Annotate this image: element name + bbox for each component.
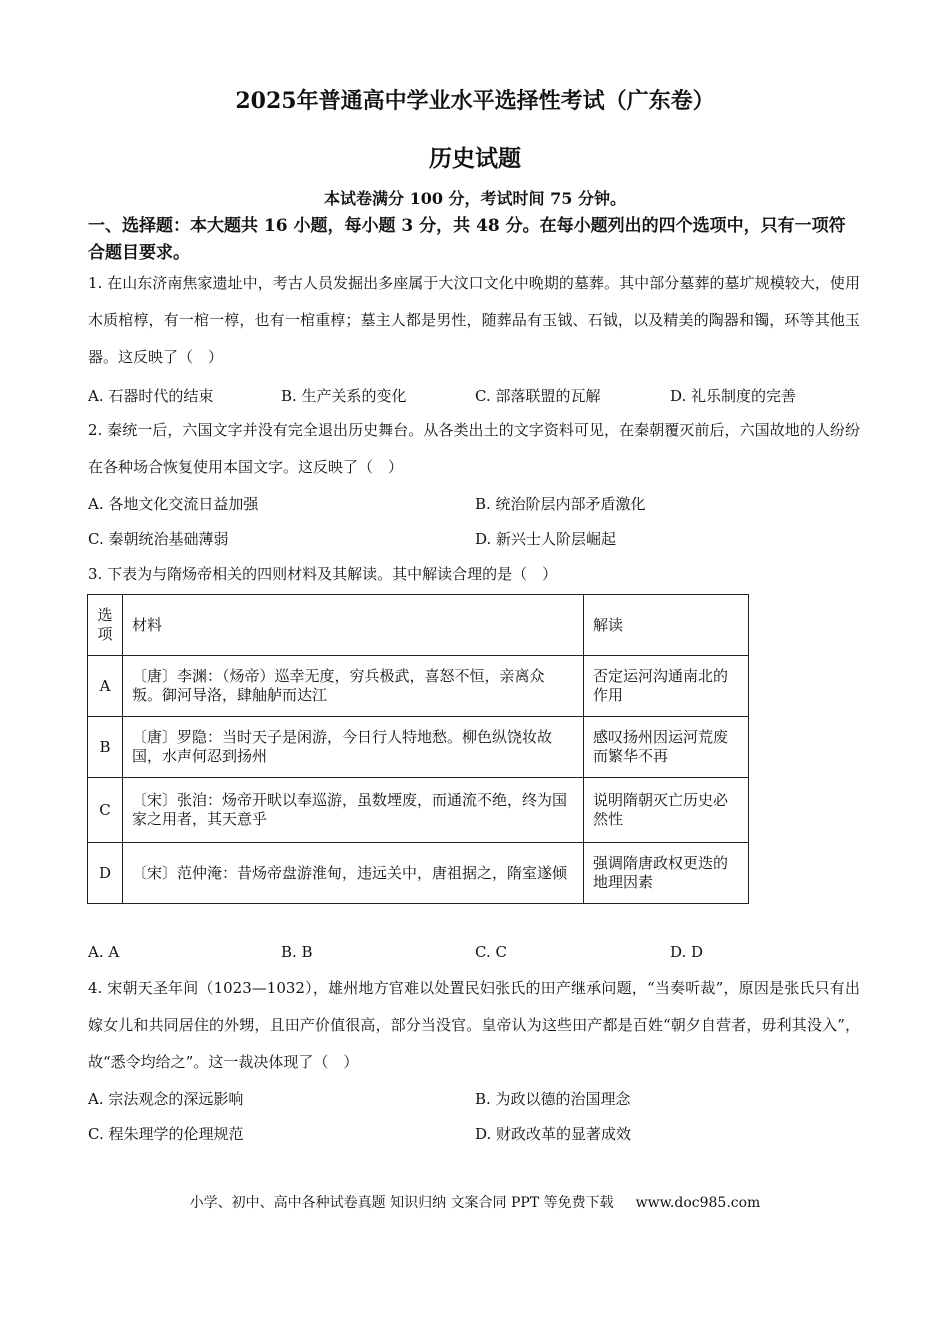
table-row: [88, 656, 749, 717]
exam-info: 本试卷满分 100 分，考试时间 75 分钟。: [324, 189, 626, 208]
table-cell-material: 〔宋〕张洎：炀帝开畎以奉巡游，虽数堙废，而通流不绝，终为国家之用者，其天意乎: [123, 778, 584, 843]
table-cell-interpretation: 强调隋唐政权更迭的地理因素: [584, 843, 749, 904]
q1-option-c[interactable]: C. 部落联盟的瓦解: [475, 387, 601, 405]
q1-option-d[interactable]: D. 礼乐制度的完善: [670, 387, 797, 405]
table-cell-option: C: [88, 778, 123, 843]
q3-option-b[interactable]: B. B: [281, 943, 313, 961]
table-header-cell: 材料: [123, 595, 584, 656]
q2-option-a[interactable]: A. 各地文化交流日益加强: [88, 495, 259, 513]
q4-option-b[interactable]: B. 为政以德的治国理念: [475, 1090, 631, 1108]
q2-option-d[interactable]: D. 新兴士人阶层崛起: [475, 530, 617, 548]
table-cell-material: 〔宋〕范仲淹：昔炀帝盘游淮甸，违远关中，唐祖据之，隋室遂倾: [123, 843, 584, 904]
table-cell-option: D: [88, 843, 123, 904]
q4-option-d[interactable]: D. 财政改革的显著成效: [475, 1125, 632, 1143]
page-footer: [0, 1192, 950, 1212]
table-header-cell: 解读: [584, 595, 749, 656]
question-2-stem: 2. 秦统一后，六国文字并没有完全退出历史舞台。从各类出土的文字资料可见，在秦朝覆灭前后，六国故地的人纷纷在各种场合恢复使用本国文字。这反映了（ ）: [88, 421, 860, 476]
table-cell-interpretation: 说明隋朝灭亡历史必然性: [584, 778, 749, 843]
table-header-row: [88, 595, 749, 656]
table-cell-option: B: [88, 717, 123, 778]
footer-text: 小学、初中、高中各种试卷真题 知识归纳 文案合同 PPT 等免费下载: [189, 1195, 614, 1211]
exam-title: 2025年普通高中学业水平选择性考试（广东卷）: [235, 88, 715, 114]
q3-material-table: [87, 594, 749, 904]
table-cell-option: A: [88, 656, 123, 717]
q2-option-b[interactable]: B. 统治阶层内部矛盾激化: [475, 495, 646, 513]
q3-option-d[interactable]: D. D: [670, 943, 704, 961]
table-cell-material: 〔唐〕罗隐：当时天子是闲游，今日行人特地愁。柳色纵饶妆故国，水声何忍到扬州: [123, 717, 584, 778]
table-row: [88, 778, 749, 843]
q4-option-a[interactable]: A. 宗法观念的深远影响: [88, 1090, 244, 1108]
q2-option-c[interactable]: C. 秦朝统治基础薄弱: [88, 530, 229, 548]
q4-option-c[interactable]: C. 程朱理学的伦理规范: [88, 1125, 244, 1143]
table-header-cell: 选项: [88, 595, 123, 656]
q3-option-c[interactable]: C. C: [475, 943, 507, 961]
question-4-stem: 4. 宋朝天圣年间（1023—1032），雄州地方官难以处置民妇张氏的田产继承问题，“当奏听裁”，原因是张氏只有出嫁女儿和共同居住的外甥，且田产价值很高，部分当没官。皇帝认为这些田产都是百姓“朝夕自营者，毋利其没入”，故“悉令均给之”。这一裁决体现了（ ）: [88, 979, 860, 1071]
q1-option-a[interactable]: A. 石器时代的结束: [88, 387, 214, 405]
footer-site-link[interactable]: www.doc985.com: [635, 1195, 761, 1211]
question-3-stem: 3. 下表为与隋炀帝相关的四则材料及其解读。其中解读合理的是（ ）: [88, 565, 558, 583]
question-1-stem: 1. 在山东济南焦家遗址中，考古人员发掘出多座属于大汶口文化中晚期的墓葬。其中部分墓葬的墓圹规模较大，使用木质棺椁，有一棺一椁，也有一棺重椁；墓主人都是男性，随葬品有玉钺、石钺，以及精美的陶器和镯，环等其他玉器。这反映了（ ）: [88, 274, 860, 366]
q1-option-b[interactable]: B. 生产关系的变化: [281, 387, 407, 405]
table-row: [88, 843, 749, 904]
section-heading: 一、选择题：本大题共 16 小题，每小题 3 分，共 48 分。在每小题列出的四个选项中，只有一项符合题目要求。: [88, 216, 846, 263]
table-row: [88, 717, 749, 778]
q3-option-a[interactable]: A. A: [88, 943, 120, 961]
subject-title: 历史试题: [429, 145, 521, 172]
table-cell-interpretation: 感叹扬州因运河荒废而繁华不再: [584, 717, 749, 778]
table-cell-interpretation: 否定运河沟通南北的作用: [584, 656, 749, 717]
table-cell-material: 〔唐〕李渊：（炀帝）巡幸无度，穷兵极武，喜怒不恒，亲离众叛。御河导洛，肆舳舻而达江: [123, 656, 584, 717]
